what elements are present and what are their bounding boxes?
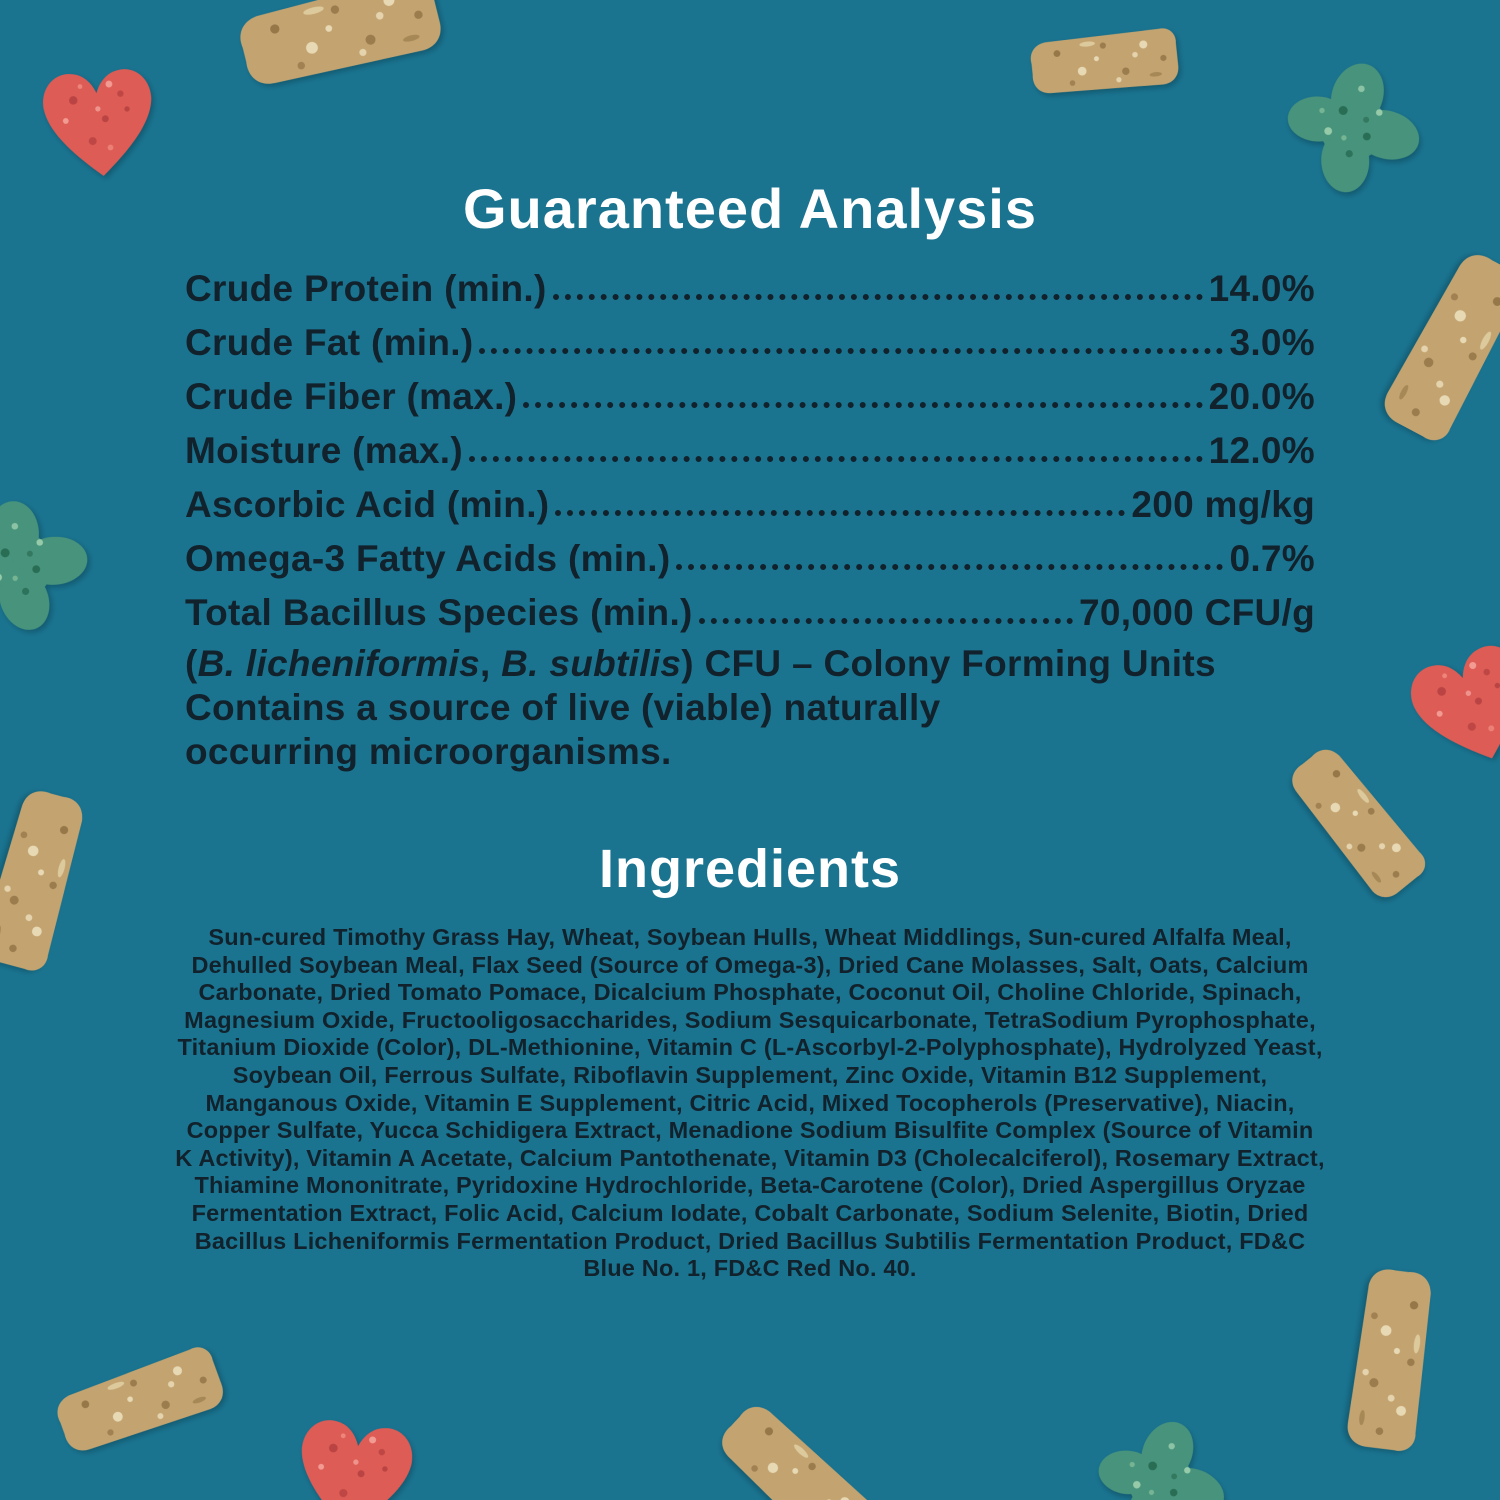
analysis-row-label: Moisture (max.) (185, 430, 463, 471)
analysis-row (185, 270, 1315, 308)
analysis-note-line-2: Contains a source of live (viable) naturally (185, 687, 941, 728)
dotted-leader (553, 294, 1203, 300)
dotted-leader (676, 564, 1223, 570)
note-species-2: B. subtilis (501, 643, 682, 684)
treat-pellet-icon (1373, 240, 1500, 454)
ingredients-text: Sun-cured Timothy Grass Hay, Wheat, Soybean Hulls, Wheat Middlings, Sun-cured Alfalfa Meal, Dehulled Soybean Meal, Flax Seed (Source of Omega-3), Dried Cane Molasses, Salt, Oats, Calcium Carbonate, Dried Tomato Pomace, Dicalcium Phosphate, Coconut Oil, Choline Chloride, Spinach, Magnesium Oxide, Fructooligosaccharides, Sodium Sesquicarbonate, TetraSodium Pyrophosphate, Titanium Dioxide (Color), DL-Methionine, Vitamin C (L-Ascorbyl-2-Polyphosphate), Hydrolyzed Yeast, Soybean Oil, Ferrous Sulfate, Riboflavin Supplement, Zinc Oxide, Vitamin B12 Supplement, Manganous Oxide, Vitamin E Supplement, Citric Acid, Mixed Tocopherols (Preservative), Niacin, Copper Sulfate, Yucca Schidigera Extract, Menadione Sodium Bisulfite Complex (Source of Vitamin K Activity), Vitamin A Acetate, Calcium Pantothenate, Vitamin D3 (Cholecalciferol), Rosemary Extract, Thiamine Mononitrate, Pyridoxine Hydrochloride, Beta-Carotene (Color), Dried Aspergillus Oryzae Fermentation Extract, Folic Acid, Calcium Iodate, Cobalt Carbonate, Sodium Selenite, Biotin, Dried Bacillus Licheniformis Fermentation Product, Dried Bacillus Subtilis Fermentation Product, FD&C Blue No. 1, FD&C Red No. 40. (175, 924, 1325, 1282)
analysis-row-label: Omega-3 Fatty Acids (min.) (185, 538, 671, 579)
treat-pellet-icon (1024, 22, 1185, 100)
treat-heart-icon (27, 49, 170, 196)
analysis-row (185, 378, 1315, 416)
analysis-row-label: Crude Fiber (max.) (185, 376, 518, 417)
analysis-row-value: 200 mg/kg (1131, 484, 1315, 525)
analysis-row (185, 540, 1315, 578)
analysis-row-value: 14.0% (1208, 268, 1315, 309)
guaranteed-analysis-table (185, 270, 1315, 648)
treat-pellet-icon (1341, 1261, 1444, 1459)
analysis-row (185, 432, 1315, 470)
dotted-leader (469, 456, 1203, 462)
treat-pellet-icon (228, 0, 452, 96)
analysis-row-label: Crude Fat (min.) (185, 322, 474, 363)
analysis-note-cfu-line (185, 642, 1345, 686)
dotted-leader (699, 618, 1073, 624)
treat-pellet-icon (705, 1388, 895, 1500)
treat-heart-icon (1385, 617, 1500, 795)
ingredients-title: Ingredients (598, 839, 902, 899)
analysis-row-value: 0.7% (1229, 538, 1315, 579)
treat-heart-icon (274, 1399, 433, 1500)
analysis-row (185, 486, 1315, 524)
treat-star-icon (0, 475, 114, 655)
analysis-row-label: Crude Protein (min.) (185, 268, 547, 309)
note-rest: ) CFU – Colony Forming Units (681, 643, 1216, 684)
analysis-row-label: Total Bacillus Species (min.) (185, 592, 693, 633)
treat-pellet-icon (43, 1330, 237, 1470)
analysis-row-value: 12.0% (1208, 430, 1315, 471)
note-species-1: B. licheniformis (197, 643, 480, 684)
dotted-leader (479, 348, 1223, 354)
analysis-row (185, 324, 1315, 362)
analysis-row (185, 594, 1315, 632)
dotted-leader (555, 510, 1125, 516)
analysis-row-label: Ascorbic Acid (min.) (185, 484, 550, 525)
dotted-leader (523, 402, 1202, 408)
analysis-row-value: 3.0% (1229, 322, 1315, 363)
analysis-row-value: 70,000 CFU/g (1079, 592, 1315, 633)
guaranteed-analysis-title: Guaranteed Analysis (462, 177, 1038, 240)
note-separator: , (479, 643, 502, 684)
note-open-paren: ( (185, 643, 198, 684)
analysis-row-value: 20.0% (1208, 376, 1315, 417)
analysis-note-line-3: occurring microorganisms. (185, 731, 672, 772)
analysis-note (185, 642, 1345, 774)
treat-star-icon (1069, 1395, 1254, 1500)
